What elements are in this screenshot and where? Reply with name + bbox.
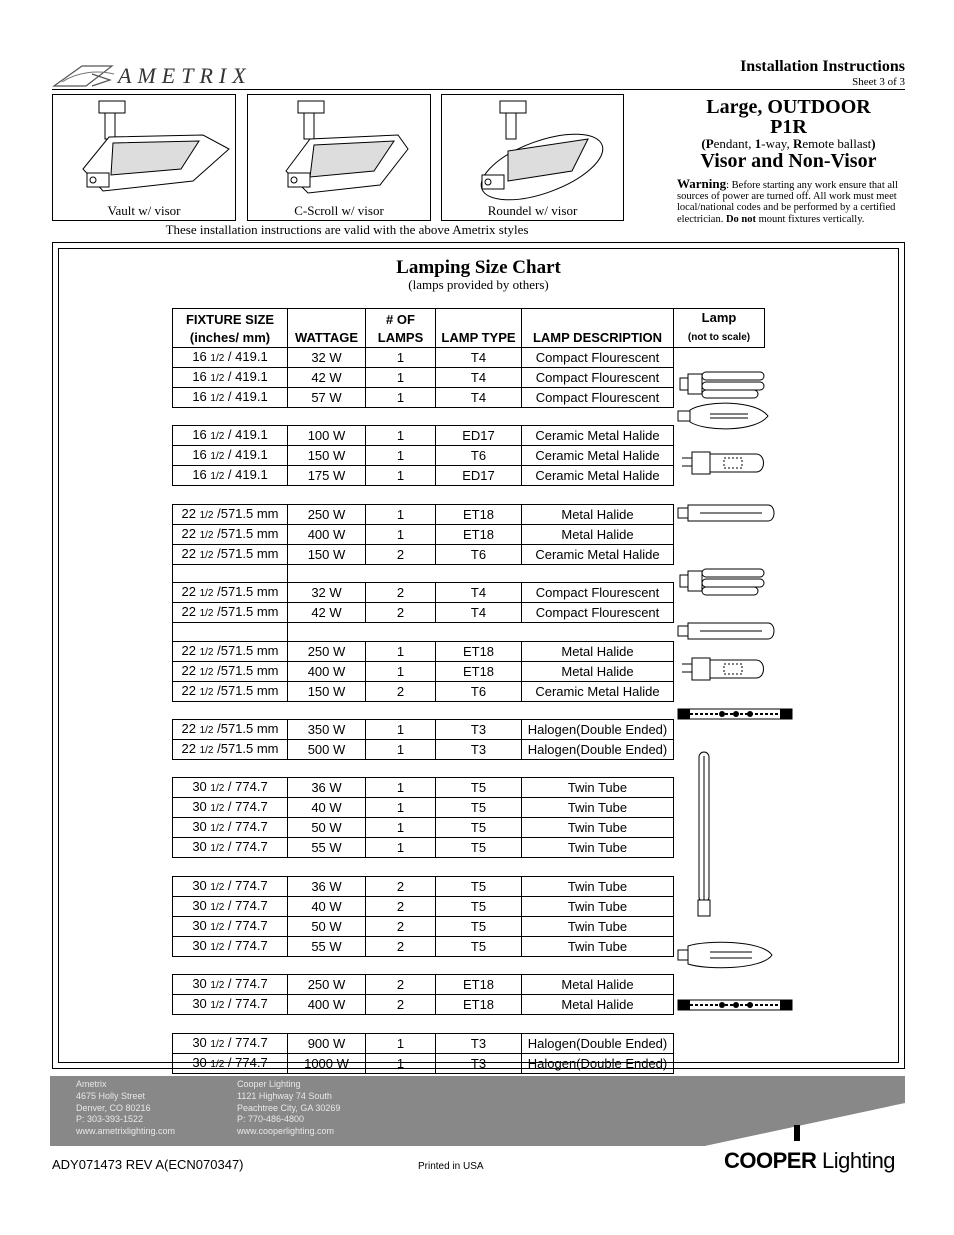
cell-lamp-description: Metal Halide — [522, 524, 674, 544]
cell-lamp-description: Compact Flourescent — [522, 388, 674, 408]
cell-lamp-count: 1 — [366, 838, 436, 858]
cell-fixture-size: 30 1/2 / 774.7 — [173, 798, 288, 818]
cell-wattage: 50 W — [288, 916, 366, 936]
table-row — [173, 583, 765, 603]
product-description: (Pendant, 1-way, Remote ballast) — [701, 136, 876, 151]
cell-wattage: 36 W — [288, 876, 366, 896]
table-row — [173, 681, 765, 701]
cell-wattage: 150 W — [288, 681, 366, 701]
footer-triangle-graphic — [700, 1103, 905, 1147]
fixture-c-scroll — [247, 94, 431, 221]
cell-fixture-size: 22 1/2 /571.5 mm — [173, 504, 288, 524]
cell-lamp-count: 1 — [366, 524, 436, 544]
cell-fixture-size: 30 1/2 / 774.7 — [173, 1033, 288, 1053]
col-lamp-type: LAMP TYPE — [436, 309, 522, 348]
cell-lamp-count: 1 — [366, 1033, 436, 1053]
cooper-lighting-logo: COOPER Lighting — [724, 1148, 896, 1173]
valid-styles-note: These installation instructions are valid with the above Ametrix styles — [165, 222, 529, 237]
table-row — [173, 876, 765, 896]
cell-lamp-count: 2 — [366, 916, 436, 936]
table-row — [173, 1033, 765, 1053]
cell-lamp-count: 2 — [366, 936, 436, 956]
group-spacer — [173, 759, 765, 777]
cell-fixture-size: 30 1/2 / 774.7 — [173, 1053, 288, 1073]
cell-lamp-image — [674, 544, 765, 564]
fixture-caption: Roundel w/ visor — [487, 203, 578, 218]
cell-fixture-size: 22 1/2 /571.5 mm — [173, 583, 288, 603]
cell-fixture-size: 16 1/2 / 419.1 — [173, 466, 288, 486]
warning-note: Warning: Before starting any work ensure that all sources of power are turned off. All work must meet local/national codes and be performed by a certified electrician. Do not mount fixtures vertically. — [677, 176, 898, 225]
brand-wordmark: AMETRIX — [118, 63, 252, 88]
cell-lamp-image — [674, 916, 765, 936]
cell-fixture-size: 16 1/2 / 419.1 — [173, 388, 288, 408]
t6-ceramic-metal-halide-lamp-icon — [680, 652, 768, 686]
et18-metal-halide-lamp-icon — [676, 500, 778, 526]
cell-lamp-description: Twin Tube — [522, 876, 674, 896]
product-variant: Visor and Non-Visor — [700, 150, 877, 172]
cell-wattage: 55 W — [288, 936, 366, 956]
cell-lamp-count: 2 — [366, 995, 436, 1015]
cell-lamp-type: T4 — [436, 583, 522, 603]
cell-lamp-count: 2 — [366, 603, 436, 623]
cell-lamp-description: Halogen(Double Ended) — [522, 739, 674, 759]
cell-lamp-description: Ceramic Metal Halide — [522, 446, 674, 466]
cell-lamp-count: 1 — [366, 641, 436, 661]
table-row — [173, 524, 765, 544]
cell-lamp-description: Twin Tube — [522, 936, 674, 956]
cell-fixture-size: 30 1/2 / 774.7 — [173, 995, 288, 1015]
cell-lamp-image — [674, 896, 765, 916]
cell-lamp-type: T6 — [436, 544, 522, 564]
cell-wattage: 400 W — [288, 661, 366, 681]
cell-lamp-description: Ceramic Metal Halide — [522, 544, 674, 564]
roundel-fixture-icon — [442, 95, 625, 205]
cell-lamp-type: T5 — [436, 818, 522, 838]
ed17-metal-halide-lamp-icon — [676, 402, 772, 430]
cell-fixture-size: 22 1/2 /571.5 mm — [173, 603, 288, 623]
table-row — [173, 798, 765, 818]
cell-lamp-description: Compact Flourescent — [522, 583, 674, 603]
cell-lamp-description: Compact Flourescent — [522, 348, 674, 368]
cell-lamp-count: 1 — [366, 778, 436, 798]
cell-wattage: 50 W — [288, 818, 366, 838]
cell-fixture-size: 30 1/2 / 774.7 — [173, 975, 288, 995]
cell-lamp-type: T4 — [436, 348, 522, 368]
et18-metal-halide-lamp-icon — [676, 940, 778, 970]
twin-tube-lamp-icon — [696, 750, 712, 920]
cell-fixture-size: 22 1/2 /571.5 mm — [173, 524, 288, 544]
table-row — [173, 778, 765, 798]
product-code: P1R — [770, 116, 807, 138]
chart-subtitle: (lamps provided by others) — [408, 277, 549, 292]
cell-wattage: 40 W — [288, 798, 366, 818]
cooper-address: Cooper Lighting 1121 Highway 74 South Peachtree City, GA 30269 P: 770-486-4800 www.cooperlighting.com — [237, 1079, 341, 1137]
cell-fixture-size: 30 1/2 / 774.7 — [173, 818, 288, 838]
cell-fixture-size: 30 1/2 / 774.7 — [173, 916, 288, 936]
table-row — [173, 641, 765, 661]
document-id: ADY071473 REV A(ECN070347) — [52, 1157, 244, 1172]
col-lamp-image: Lamp (not to scale) — [674, 309, 765, 348]
cell-fixture-size: 22 1/2 /571.5 mm — [173, 719, 288, 739]
t3-double-ended-halogen-lamp-icon — [676, 704, 794, 724]
group-spacer — [173, 858, 765, 876]
cell-lamp-type: T4 — [436, 388, 522, 408]
table-header — [173, 309, 765, 348]
cell-wattage: 150 W — [288, 544, 366, 564]
cell-lamp-type: T4 — [436, 603, 522, 623]
cell-lamp-description: Twin Tube — [522, 916, 674, 936]
cell-lamp-type: T5 — [436, 896, 522, 916]
cell-wattage: 42 W — [288, 603, 366, 623]
cell-fixture-size: 30 1/2 / 774.7 — [173, 896, 288, 916]
cell-lamp-count: 2 — [366, 896, 436, 916]
group-spacer — [173, 564, 765, 582]
cell-lamp-description: Ceramic Metal Halide — [522, 426, 674, 446]
cell-lamp-count: 2 — [366, 681, 436, 701]
cell-wattage: 500 W — [288, 739, 366, 759]
cell-lamp-count: 2 — [366, 876, 436, 896]
cell-fixture-size: 30 1/2 / 774.7 — [173, 876, 288, 896]
fixture-caption: C-Scroll w/ visor — [294, 203, 384, 218]
cell-wattage: 250 W — [288, 975, 366, 995]
cell-lamp-description: Twin Tube — [522, 838, 674, 858]
cell-fixture-size: 16 1/2 / 419.1 — [173, 446, 288, 466]
cell-lamp-type: T5 — [436, 798, 522, 818]
et18-metal-halide-lamp-icon — [676, 618, 778, 644]
table-row — [173, 916, 765, 936]
cell-wattage: 900 W — [288, 1033, 366, 1053]
table-row — [173, 446, 765, 466]
cell-lamp-description: Twin Tube — [522, 778, 674, 798]
cell-lamp-image — [674, 838, 765, 858]
table-row — [173, 466, 765, 486]
cell-lamp-count: 1 — [366, 388, 436, 408]
col-lamp-count: # OF LAMPS — [366, 309, 436, 348]
table-row — [173, 975, 765, 995]
cell-lamp-description: Twin Tube — [522, 818, 674, 838]
cell-lamp-type: T3 — [436, 1033, 522, 1053]
cell-lamp-image — [674, 1033, 765, 1053]
cell-wattage: 36 W — [288, 778, 366, 798]
cell-lamp-count: 1 — [366, 368, 436, 388]
table-row — [173, 661, 765, 681]
fixture-vault — [52, 94, 236, 221]
doc-title: Installation Instructions — [740, 58, 905, 75]
cell-lamp-count: 1 — [366, 348, 436, 368]
cell-lamp-type: ET18 — [436, 504, 522, 524]
fixture-roundel — [441, 94, 624, 221]
cell-lamp-type: ED17 — [436, 466, 522, 486]
cell-lamp-type: ET18 — [436, 661, 522, 681]
table-row — [173, 1053, 765, 1073]
cell-wattage: 100 W — [288, 426, 366, 446]
cell-wattage: 250 W — [288, 641, 366, 661]
cell-lamp-description: Metal Halide — [522, 661, 674, 681]
cell-lamp-description: Metal Halide — [522, 641, 674, 661]
cell-lamp-type: T3 — [436, 719, 522, 739]
cell-lamp-type: ET18 — [436, 524, 522, 544]
cell-lamp-description: Metal Halide — [522, 975, 674, 995]
cell-lamp-description: Compact Flourescent — [522, 368, 674, 388]
cell-wattage: 55 W — [288, 838, 366, 858]
cell-lamp-type: ET18 — [436, 995, 522, 1015]
cell-fixture-size: 16 1/2 / 419.1 — [173, 348, 288, 368]
cell-lamp-count: 1 — [366, 466, 436, 486]
vault-fixture-icon — [53, 95, 237, 205]
cell-lamp-type: T5 — [436, 778, 522, 798]
cell-lamp-count: 1 — [366, 739, 436, 759]
printed-in-note: Printed in USA — [418, 1161, 484, 1172]
cell-lamp-type: T5 — [436, 916, 522, 936]
cell-lamp-image — [674, 778, 765, 798]
fixture-caption: Vault w/ visor — [107, 203, 181, 218]
cell-wattage: 57 W — [288, 388, 366, 408]
cell-fixture-size: 22 1/2 /571.5 mm — [173, 681, 288, 701]
sheet-number: Sheet 3 of 3 — [852, 76, 905, 88]
cell-lamp-image — [674, 818, 765, 838]
cell-lamp-description: Compact Flourescent — [522, 603, 674, 623]
cell-lamp-description: Halogen(Double Ended) — [522, 1053, 674, 1073]
col-lamp-description: LAMP DESCRIPTION — [522, 309, 674, 348]
cell-lamp-type: ET18 — [436, 975, 522, 995]
cell-lamp-count: 1 — [366, 426, 436, 446]
cell-fixture-size: 16 1/2 / 419.1 — [173, 368, 288, 388]
cell-lamp-count: 1 — [366, 1053, 436, 1073]
cell-lamp-type: T3 — [436, 1053, 522, 1073]
c-scroll-fixture-icon — [248, 95, 432, 205]
cell-lamp-count: 1 — [366, 798, 436, 818]
cell-wattage: 32 W — [288, 583, 366, 603]
cell-lamp-count: 2 — [366, 975, 436, 995]
table-row — [173, 544, 765, 564]
cell-lamp-description: Metal Halide — [522, 504, 674, 524]
cell-lamp-count: 1 — [366, 504, 436, 524]
chart-title: Lamping Size Chart — [396, 257, 561, 278]
cell-lamp-image — [674, 975, 765, 995]
cell-fixture-size: 16 1/2 / 419.1 — [173, 426, 288, 446]
cell-lamp-count: 1 — [366, 661, 436, 681]
t3-double-ended-halogen-lamp-icon — [676, 995, 794, 1015]
cell-fixture-size: 30 1/2 / 774.7 — [173, 838, 288, 858]
cell-lamp-image — [674, 876, 765, 896]
cell-fixture-size: 22 1/2 /571.5 mm — [173, 739, 288, 759]
cell-lamp-count: 2 — [366, 544, 436, 564]
group-spacer — [173, 1015, 765, 1033]
compact-fluorescent-lamp-icon — [678, 366, 770, 402]
cell-lamp-type: T5 — [436, 936, 522, 956]
cell-lamp-description: Metal Halide — [522, 995, 674, 1015]
cell-wattage: 400 W — [288, 524, 366, 544]
ametrix-address: Ametrix 4675 Holly Street Denver, CO 80216 P: 303-393-1522 www.ametrixlighting.com — [76, 1079, 176, 1137]
cell-lamp-type: T6 — [436, 446, 522, 466]
cell-wattage: 1000 W — [288, 1053, 366, 1073]
cell-lamp-type: T5 — [436, 876, 522, 896]
t6-ceramic-metal-halide-lamp-icon — [680, 446, 768, 480]
col-fixture-size: FIXTURE SIZE (inches/ mm) — [173, 309, 288, 348]
cell-lamp-type: T5 — [436, 838, 522, 858]
cell-lamp-image — [674, 798, 765, 818]
cell-lamp-image — [674, 524, 765, 544]
cell-lamp-type: ED17 — [436, 426, 522, 446]
cell-lamp-image — [674, 739, 765, 759]
cell-wattage: 42 W — [288, 368, 366, 388]
cell-lamp-description: Halogen(Double Ended) — [522, 1033, 674, 1053]
cell-wattage: 350 W — [288, 719, 366, 739]
table-row — [173, 348, 765, 368]
table-row — [173, 739, 765, 759]
cell-fixture-size: 30 1/2 / 774.7 — [173, 936, 288, 956]
col-wattage: WATTAGE — [288, 309, 366, 348]
cell-fixture-size: 22 1/2 /571.5 mm — [173, 661, 288, 681]
cell-lamp-type: T4 — [436, 368, 522, 388]
cell-lamp-type: ET18 — [436, 641, 522, 661]
header-rule — [52, 89, 905, 90]
cell-lamp-image — [674, 1053, 765, 1073]
cell-lamp-description: Twin Tube — [522, 798, 674, 818]
cell-lamp-description: Ceramic Metal Halide — [522, 681, 674, 701]
cell-wattage: 175 W — [288, 466, 366, 486]
cell-wattage: 150 W — [288, 446, 366, 466]
compact-fluorescent-lamp-icon — [678, 563, 770, 599]
cell-fixture-size: 30 1/2 / 774.7 — [173, 778, 288, 798]
table-row — [173, 838, 765, 858]
cell-wattage: 400 W — [288, 995, 366, 1015]
cell-wattage: 32 W — [288, 348, 366, 368]
cell-lamp-description: Halogen(Double Ended) — [522, 719, 674, 739]
cell-lamp-description: Twin Tube — [522, 896, 674, 916]
cell-wattage: 40 W — [288, 896, 366, 916]
cell-lamp-count: 1 — [366, 719, 436, 739]
cell-fixture-size: 22 1/2 /571.5 mm — [173, 544, 288, 564]
cell-fixture-size: 22 1/2 /571.5 mm — [173, 641, 288, 661]
table-row — [173, 818, 765, 838]
table-row — [173, 896, 765, 916]
cell-lamp-image — [674, 348, 765, 368]
cell-lamp-count: 1 — [366, 446, 436, 466]
cell-lamp-type: T3 — [436, 739, 522, 759]
cell-wattage: 250 W — [288, 504, 366, 524]
table-row — [173, 368, 765, 388]
product-title-line1: Large, OUTDOOR — [706, 96, 871, 118]
cell-lamp-description: Ceramic Metal Halide — [522, 466, 674, 486]
cell-lamp-type: T6 — [436, 681, 522, 701]
cell-lamp-count: 2 — [366, 583, 436, 603]
cell-lamp-count: 1 — [366, 818, 436, 838]
